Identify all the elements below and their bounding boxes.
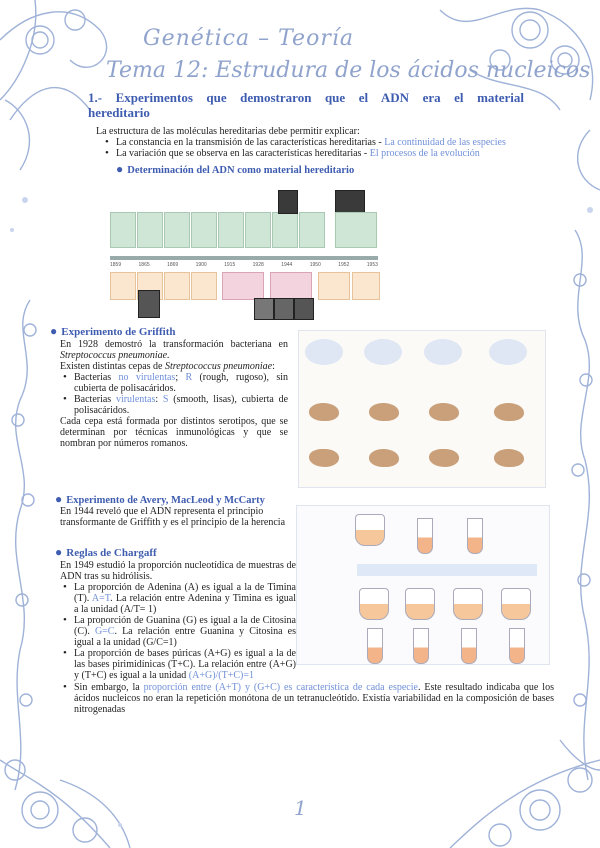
bacteria-dish [424, 339, 462, 365]
year-label: 1950 [309, 262, 321, 268]
chargaff-heading [55, 545, 157, 560]
griffith-p2-text: Existen distintas cepas de [60, 361, 165, 372]
griffith-b1-b: no virulentas [118, 372, 176, 383]
timeline-box [299, 212, 325, 248]
griffith-p1-text: En 1928 demostró la transformación bacteriana en [60, 339, 288, 350]
mouse-icon [429, 403, 459, 421]
griffith-bullet-2 [60, 394, 288, 416]
year-label: 1900 [195, 262, 207, 268]
mouse-icon [429, 449, 459, 467]
timeline-box [164, 272, 190, 300]
timeline-box [191, 212, 217, 248]
griffith-b1-a: Bacterias [74, 372, 119, 383]
timeline-box [164, 212, 190, 248]
timeline-box [110, 272, 136, 300]
bullet-dot-icon: ● [116, 162, 124, 176]
year-label: 1915 [224, 262, 236, 268]
chargaff-body [60, 560, 296, 681]
scientist-photo [335, 190, 365, 214]
bacteria-dish [305, 339, 343, 365]
bullet-dot-icon: ● [50, 324, 58, 338]
timeline-box [218, 212, 244, 248]
year-label: 1944 [281, 262, 293, 268]
bullet-dot-icon: ● [55, 545, 63, 559]
test-tube-icon [461, 628, 477, 664]
subject-title: Genética – Teoría [143, 26, 354, 51]
chargaff-b4-b: proporción entre (A+T) y (G+C) es característica de cada especie [143, 682, 418, 693]
scientist-photo [138, 290, 160, 318]
section1-body [96, 126, 556, 177]
chargaff-b1-c: . La relación entre Adenina y Timina es igual a la unidad (A/T= 1) [74, 593, 297, 615]
griffith-heading-text: Experimento de Griffith [61, 326, 176, 338]
section1-intro: La estructura de las moléculas hereditarias debe permitir explicar: [96, 126, 360, 137]
chargaff-bullet-2 [60, 615, 296, 648]
bacteria-dish [364, 339, 402, 365]
scientist-photo [274, 298, 294, 320]
section1-title-line1: 1.- Experimentos que demostraron que el ADN era el material [88, 90, 524, 105]
mouse-icon [309, 449, 339, 467]
test-tube-icon [413, 628, 429, 664]
griffith-p2-end: : [272, 361, 275, 372]
chargaff-bullet-4 [60, 682, 554, 715]
test-tube-icon [509, 628, 525, 664]
timeline-box [352, 272, 380, 300]
avery-heading-text: Experimento de Avery, MacLeod y McCarty [66, 495, 265, 506]
subheading-text: Determinación del ADN como material hereditario [127, 165, 355, 176]
griffith-b2-d: S [162, 394, 169, 405]
process-bar [357, 564, 537, 576]
bullet2-text: La variación que se observa en las características hereditarias - [116, 148, 370, 159]
flask-icon [355, 514, 385, 546]
timeline-box [245, 212, 271, 248]
timeline-box [137, 212, 163, 248]
timeline-box [191, 272, 217, 300]
chargaff-b2-a: La proporción de Guanina (G) es igual a la de Citosina (C). [74, 615, 296, 637]
griffith-body [60, 339, 288, 449]
timeline-figure [110, 186, 380, 320]
section1-title [88, 90, 524, 120]
mouse-icon [369, 449, 399, 467]
mouse-icon [494, 449, 524, 467]
year-label: 1953 [366, 262, 378, 268]
bullet1-highlight: La continuidad de las especies [384, 137, 506, 148]
avery-heading [55, 492, 265, 507]
griffith-figure [298, 330, 546, 488]
bullet2-highlight: El procesos de la evolución [369, 148, 480, 159]
section1-subheading [116, 162, 556, 177]
griffith-b1-d: R [185, 372, 193, 383]
mouse-icon [494, 403, 524, 421]
scientist-photo [278, 190, 298, 214]
flask-icon [405, 588, 435, 620]
timeline-box [222, 272, 264, 300]
flask-icon [501, 588, 531, 620]
avery-figure [296, 505, 550, 665]
chargaff-heading-text: Reglas de Chargaff [66, 547, 157, 559]
timeline-years [110, 262, 378, 268]
page-number: 1 [294, 796, 307, 820]
year-label: 1859 [110, 262, 122, 268]
chargaff-b4-a: Sin embargo, la [74, 682, 144, 693]
year-label: 1865 [138, 262, 150, 268]
chargaff-bullet-3 [60, 648, 296, 681]
section1-title-line2: hereditario [88, 105, 150, 120]
chargaff-p1: En 1949 estudió la proporción nucleotídica de muestras de ADN tras su hidrólisis. [60, 560, 296, 582]
mouse-icon [309, 403, 339, 421]
chargaff-bullet-1 [60, 582, 296, 615]
griffith-b1-e: (rough, rugoso), sin cubierta de polisacáridos. [74, 372, 289, 394]
griffith-bullet-1 [60, 372, 288, 394]
scientist-photo [294, 298, 314, 320]
timeline-box [335, 212, 377, 248]
griffith-b2-c: : [155, 394, 163, 405]
chargaff-b1-b: A=T [91, 593, 111, 604]
mouse-icon [369, 403, 399, 421]
timeline-box [272, 212, 298, 248]
griffith-p1 [60, 339, 288, 361]
timeline-box [110, 212, 136, 248]
chargaff-b3-a: La proporción de bases púricas (A+G) es igual a la de las bases pirimidínicas (T+C). La relación entre (A+G) y (T+C) es igual a la unidad [74, 648, 296, 681]
year-label: 1869 [167, 262, 179, 268]
chargaff-b2-c: . La relación entre Guanina y Citosina es igual a la unidad (G/C=1) [74, 626, 296, 648]
bacteria-dish [489, 339, 527, 365]
year-label: 1928 [252, 262, 264, 268]
flask-icon [359, 588, 389, 620]
test-tube-icon [367, 628, 383, 664]
griffith-p1-italic: Streptococcus pneumoniae. [60, 350, 170, 361]
scientist-photo [254, 298, 274, 320]
bullet1-text: La constancia en la transmisión de las características hereditarias - [116, 137, 385, 148]
griffith-p3: Cada cepa está formada por distintos serotipos, que se determinan por técnicas inmunológicas y que se nombran por números romanos. [60, 416, 288, 449]
timeline-box [270, 272, 312, 300]
avery-p1: En 1944 reveló que el ADN representa el principio transformante de Griffith y es el principio de la herencia [60, 506, 286, 528]
timeline-box [318, 272, 350, 300]
bullet-dot-icon: ● [55, 492, 63, 506]
section1-bullet-2 [102, 148, 556, 159]
test-tube-icon [417, 518, 433, 554]
chargaff-b1-a: La proporción de Adenina (A) es igual a la de Timina (T). [74, 582, 296, 604]
chargaff-b2-b: G=C [94, 626, 115, 637]
griffith-b1-c: ; [175, 372, 186, 383]
flask-icon [453, 588, 483, 620]
year-label: 1952 [338, 262, 350, 268]
griffith-heading [50, 324, 176, 339]
topic-title: Tema 12: Estrudura de los ácidos nucleicos [106, 58, 591, 83]
griffith-b2-a: Bacterias [74, 394, 116, 405]
chargaff-b4-c: . Este resultado indicaba que los ácidos nucleicos no eran la repetición monótona de un tetranucleótido. Existía variabilidad en la composición de bases nitrogenadas [74, 682, 554, 715]
timeline-axis [110, 256, 378, 260]
griffith-p2 [60, 361, 288, 372]
griffith-b2-e: (smooth, lisas), cubierta de polisacáridos. [74, 394, 289, 416]
chargaff-b3-b: (A+G)/(T+C)=1 [188, 670, 255, 681]
griffith-p2-italic: Streptococcus pneumoniae [164, 361, 273, 372]
section1-bullet-1 [102, 137, 556, 148]
test-tube-icon [467, 518, 483, 554]
griffith-b2-b: virulentas [115, 394, 156, 405]
